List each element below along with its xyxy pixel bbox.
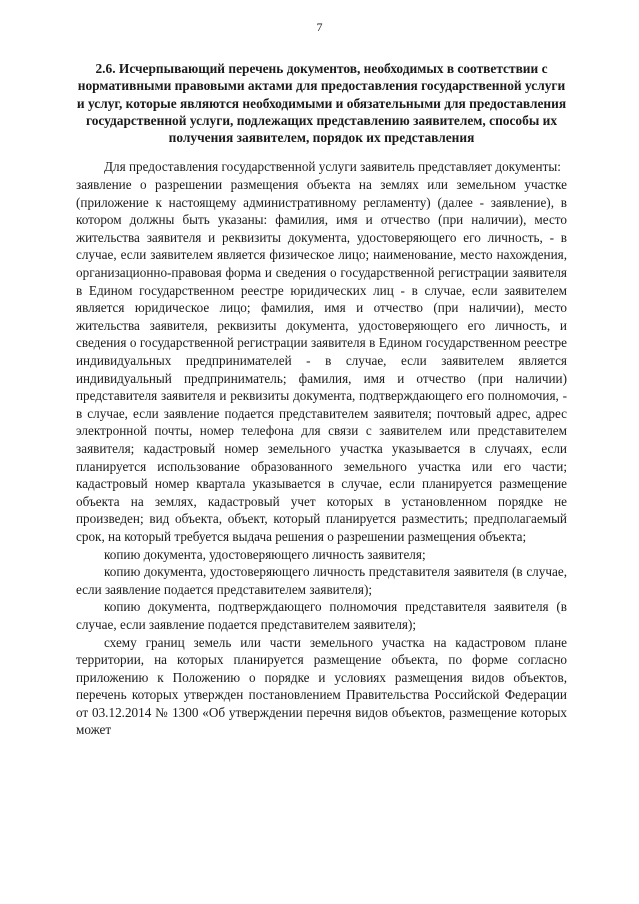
paragraph-representative-authority-copy: копию документа, подтверждающего полномочия представителя заявителя (в случае, если заявление подается представителем заявителя);: [76, 599, 567, 632]
page-number: 7: [316, 20, 323, 34]
paragraph-representative-id-copy: копию документа, удостоверяющего личность представителя заявителя (в случае, если заявление подается представителем заявителя);: [76, 564, 567, 597]
paragraph-boundary-scheme: схему границ земель или части земельного участка на кадастровом плане территории, на которых планируется размещение объекта, по форме согласно приложению к Положению о порядке и условиях размещения видов объектов, перечень которых утвержден постановлением Правительства Российской Федерации от 03.12.2014 № 1300 «Об утверждении перечня видов объектов, размещение которых может: [76, 634, 567, 738]
paragraph-applicant-id-copy: копию документа, удостоверяющего личность заявителя;: [104, 546, 426, 562]
paragraph-application: заявление о разрешении размещения объекта на землях или земельном участке (приложение к настоящему административному регламенту) (далее - заявление), в котором должны быть указаны: фамилия, имя и отчество (при наличии), место жительства заявителя и реквизиты документа, удостоверяющего его личность, - в случае, если заявителем является физическое лицо; наименование, место нахождения, организационно-правовая форма и сведения о государственной регистрации заявителя в Едином государственном реестре юридических лиц - в случае, если заявителем является юридическое лицо; фамилия, имя и отчество (при наличии), место жительства заявителя, реквизиты документа, удостоверяющего его личность, и сведения о государственной регистрации заявителя в Едином государственном реестре индивидуальных предпринимателей - в случае, если заявителем является индивидуальный предприниматель; фамилия, имя и отчество (при наличии) представителя заявителя и реквизиты документа, подтверждающего его полномочия, - в случае, если заявление подается представителем заявителя; почтовый адрес, адрес электронной почты, номер телефона для связи с заявителем или представителем заявителя; кадастровый номер земельного участка указывается в случаях, если планируется использование образованного земельного участка или его части; кадастровый номер квартала указывается в случае, если планируется размещение объекта на землях, кадастровый учет которых в установленном порядке не произведен; вид объекта, объект, который планируется разместить; предполагаемый срок, на который требуется выдача решения о разрешении размещения объекта;: [76, 177, 567, 544]
body-text: [76, 158, 567, 739]
paragraph-intro: Для предоставления государственной услуги заявитель представляет документы:: [104, 159, 561, 175]
section-heading: 2.6. Исчерпывающий перечень документов, необходимых в соответствии с нормативными правовыми актами для предоставления государственной услуги и услуг, которые являются необходимыми и обязательными для предоставления государственной услуги, подлежащих представлению заявителем, способы их получения заявителем, порядок их представления: [76, 61, 567, 146]
